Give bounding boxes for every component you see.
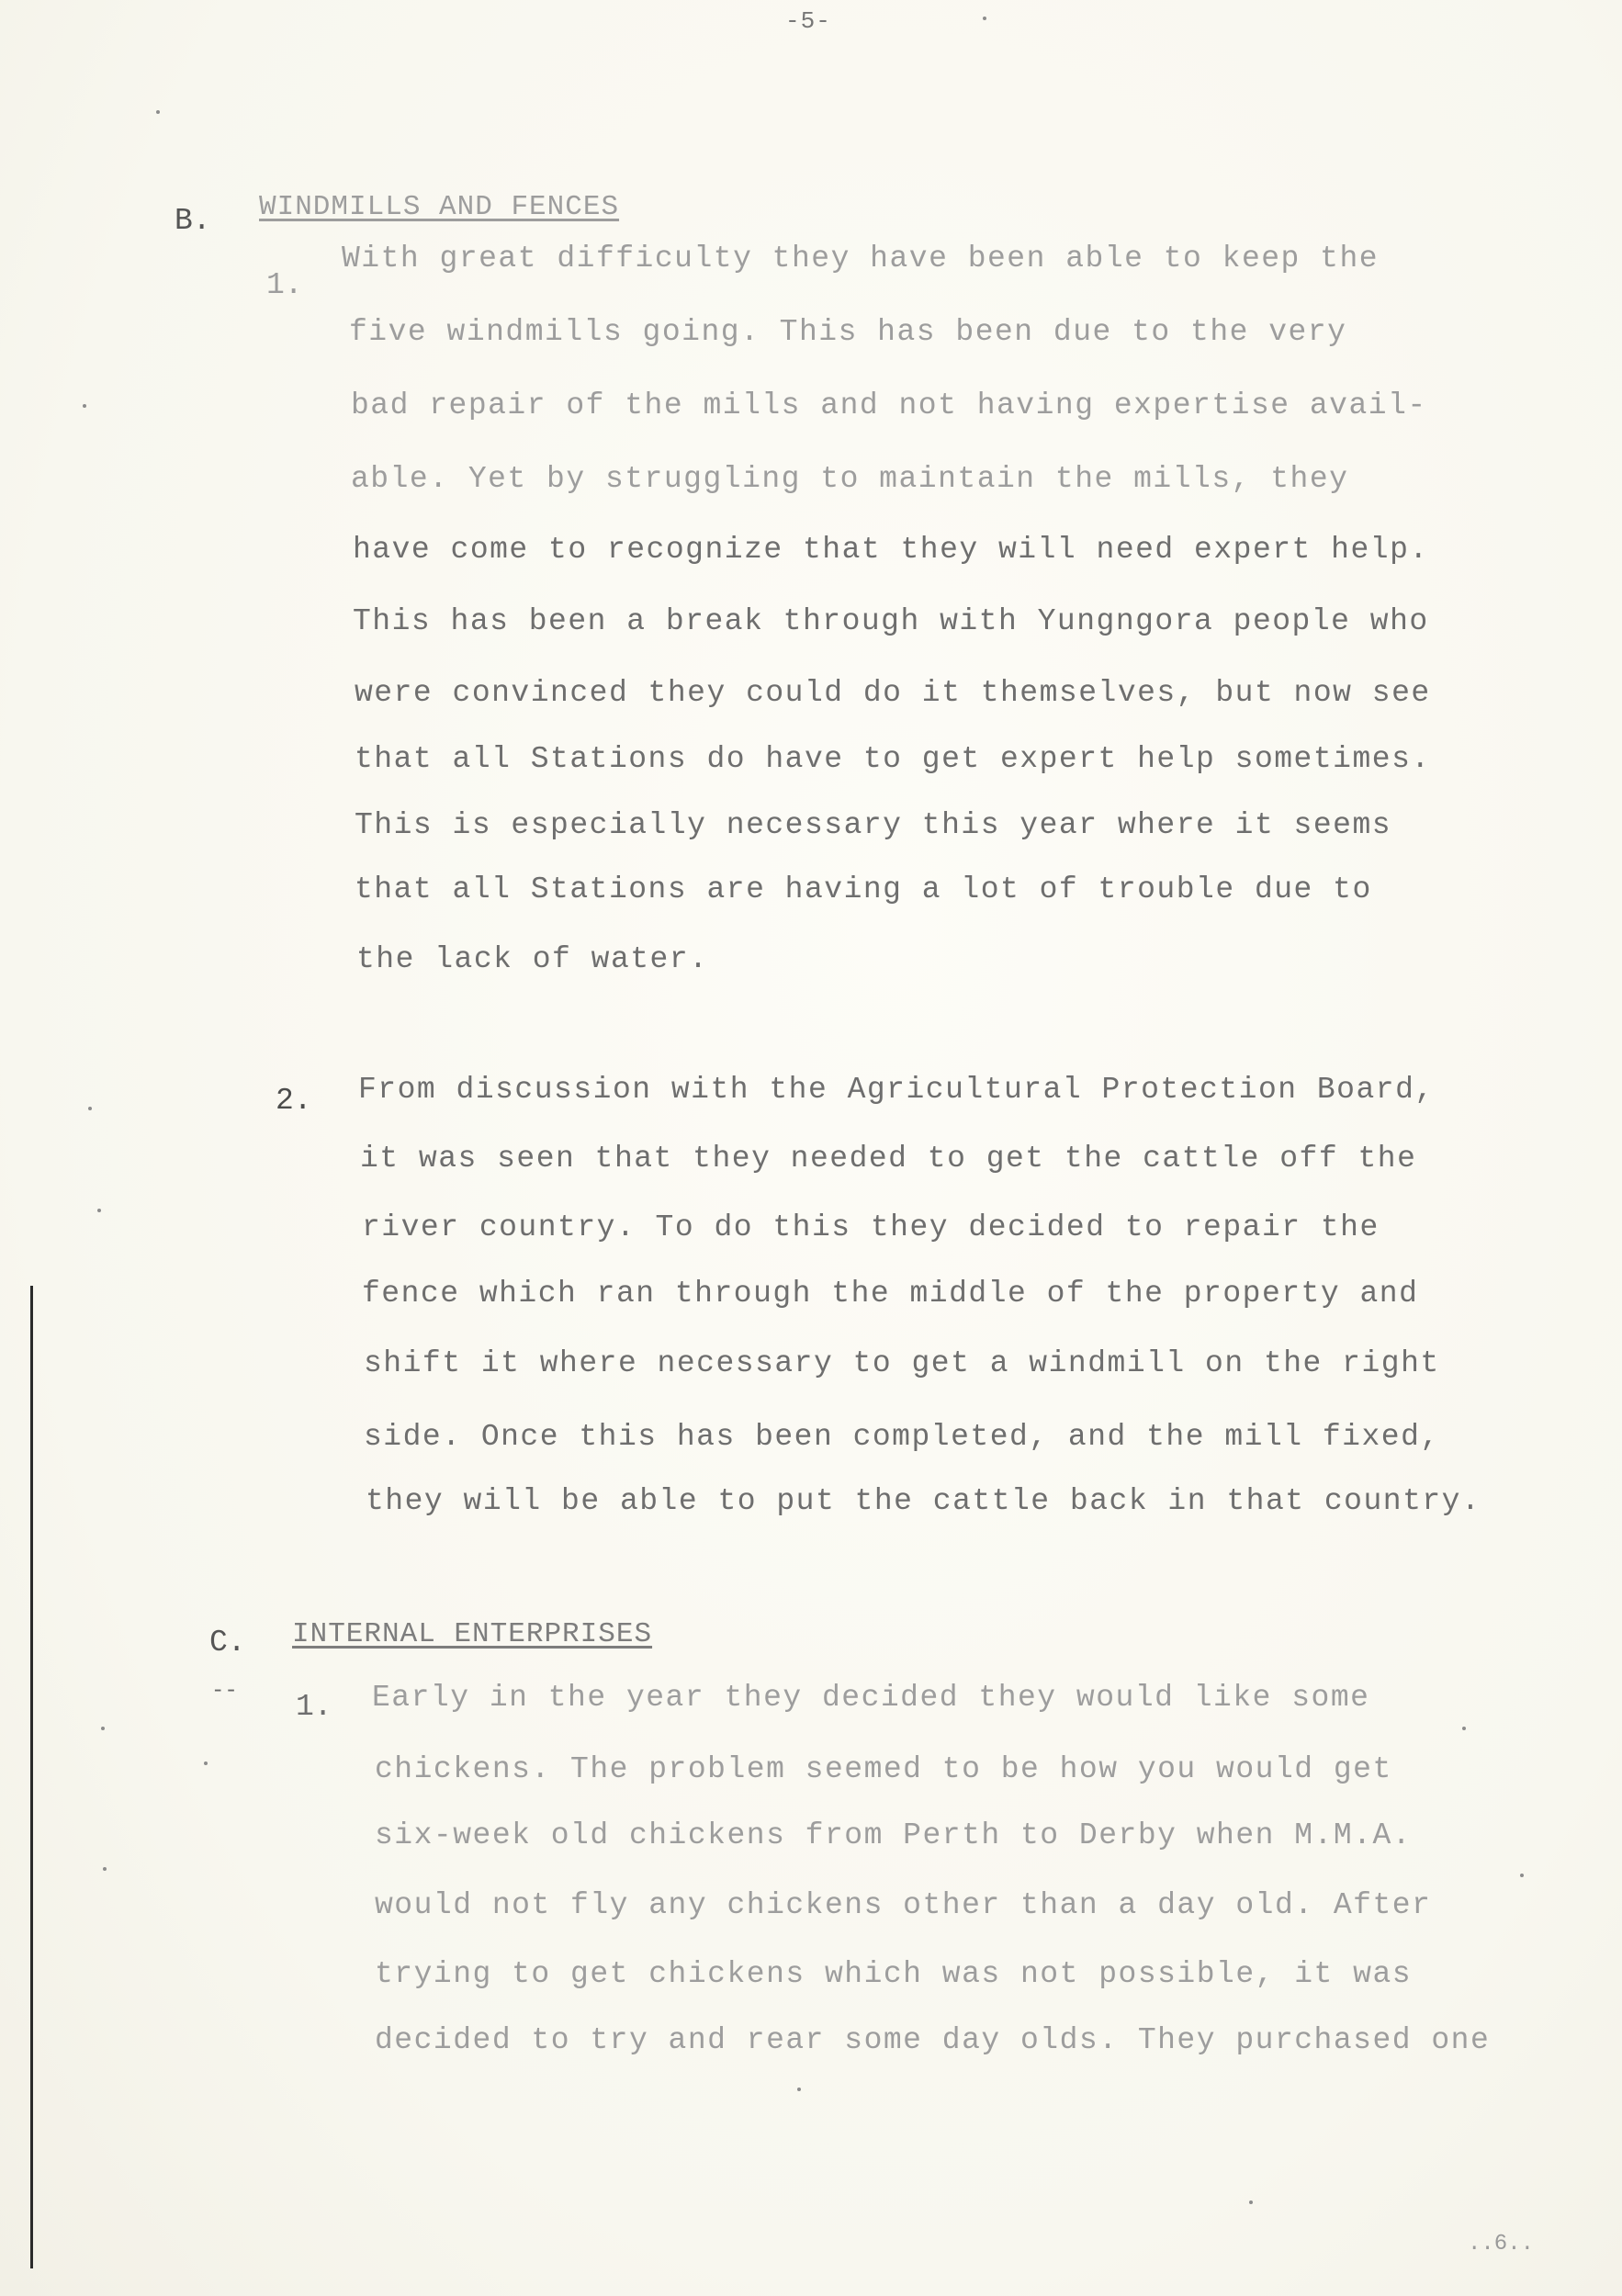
scan-margin-line [30, 1286, 33, 2268]
paragraph-line: shift it where necessary to get a windmill on the right [364, 1346, 1440, 1380]
paragraph-line: decided to try and rear some day olds. They purchased one [375, 2023, 1491, 2057]
scan-speck [156, 110, 160, 114]
paragraph-line: fence which ran through the middle of the property and [362, 1277, 1419, 1311]
section-b-item-2-number: 2. [276, 1084, 312, 1118]
paragraph-line: would not fly any chickens other than a day old. After [375, 1888, 1432, 1922]
scan-speck [83, 404, 86, 408]
paragraph-line: From discussion with the Agricultural Protection Board, [358, 1073, 1435, 1107]
next-page-mark: ..6.. [1468, 2232, 1535, 2257]
paragraph-line: river country. To do this they decided to repair the [362, 1210, 1380, 1244]
paragraph-line: they will be able to put the cattle back in that country. [366, 1484, 1481, 1518]
section-c-item-1-number: 1. [296, 1690, 332, 1724]
paragraph-line: six-week old chickens from Perth to Derby when M.M.A. [375, 1818, 1413, 1852]
page-number: -5- [785, 7, 831, 35]
paragraph-line: side. Once this has been completed, and the mill fixed, [364, 1420, 1440, 1454]
paragraph-line: With great difficulty they have been able to keep the [342, 242, 1380, 276]
scan-speck [101, 1727, 105, 1730]
paragraph-line: it was seen that they needed to get the cattle off the [360, 1142, 1417, 1176]
section-b-heading: WINDMILLS AND FENCES [259, 191, 620, 223]
paragraph-line: trying to get chickens which was not possible, it was [375, 1957, 1413, 1991]
section-b-letter: B. [175, 204, 211, 238]
scan-speck [1462, 1727, 1466, 1730]
section-c-letter: C. [209, 1626, 246, 1660]
paragraph-line: that all Stations do have to get expert help sometimes. [355, 742, 1431, 776]
scan-speck [88, 1107, 92, 1110]
scan-speck [1520, 1874, 1524, 1877]
margin-tick-mark: -- [211, 1679, 238, 1704]
scan-speck [103, 1867, 107, 1871]
scan-speck [97, 1209, 101, 1212]
paragraph-line: bad repair of the mills and not having expertise avail- [351, 388, 1427, 422]
paragraph-line: This is especially necessary this year where it seems [355, 808, 1392, 842]
section-b-item-1-number: 1. [266, 268, 303, 302]
paragraph-line: that all Stations are having a lot of trouble due to [355, 872, 1372, 906]
scan-speck [797, 2088, 801, 2091]
paragraph-line: chickens. The problem seemed to be how you would get [375, 1752, 1392, 1786]
paragraph-line: This has been a break through with Yungngora people who [353, 604, 1429, 638]
paragraph-line: were convinced they could do it themselves, but now see [355, 676, 1431, 710]
paragraph-line: Early in the year they decided they would like some [372, 1681, 1370, 1715]
paragraph-line: have come to recognize that they will need expert help. [353, 533, 1429, 567]
section-c-heading: INTERNAL ENTERPRISES [292, 1618, 653, 1650]
paragraph-line: able. Yet by struggling to maintain the mills, they [351, 462, 1349, 496]
paragraph-line: the lack of water. [356, 942, 709, 976]
paragraph-line: five windmills going. This has been due to the very [349, 315, 1347, 349]
scan-speck [204, 1761, 208, 1765]
scan-speck [983, 17, 986, 20]
scan-speck [1249, 2200, 1253, 2204]
